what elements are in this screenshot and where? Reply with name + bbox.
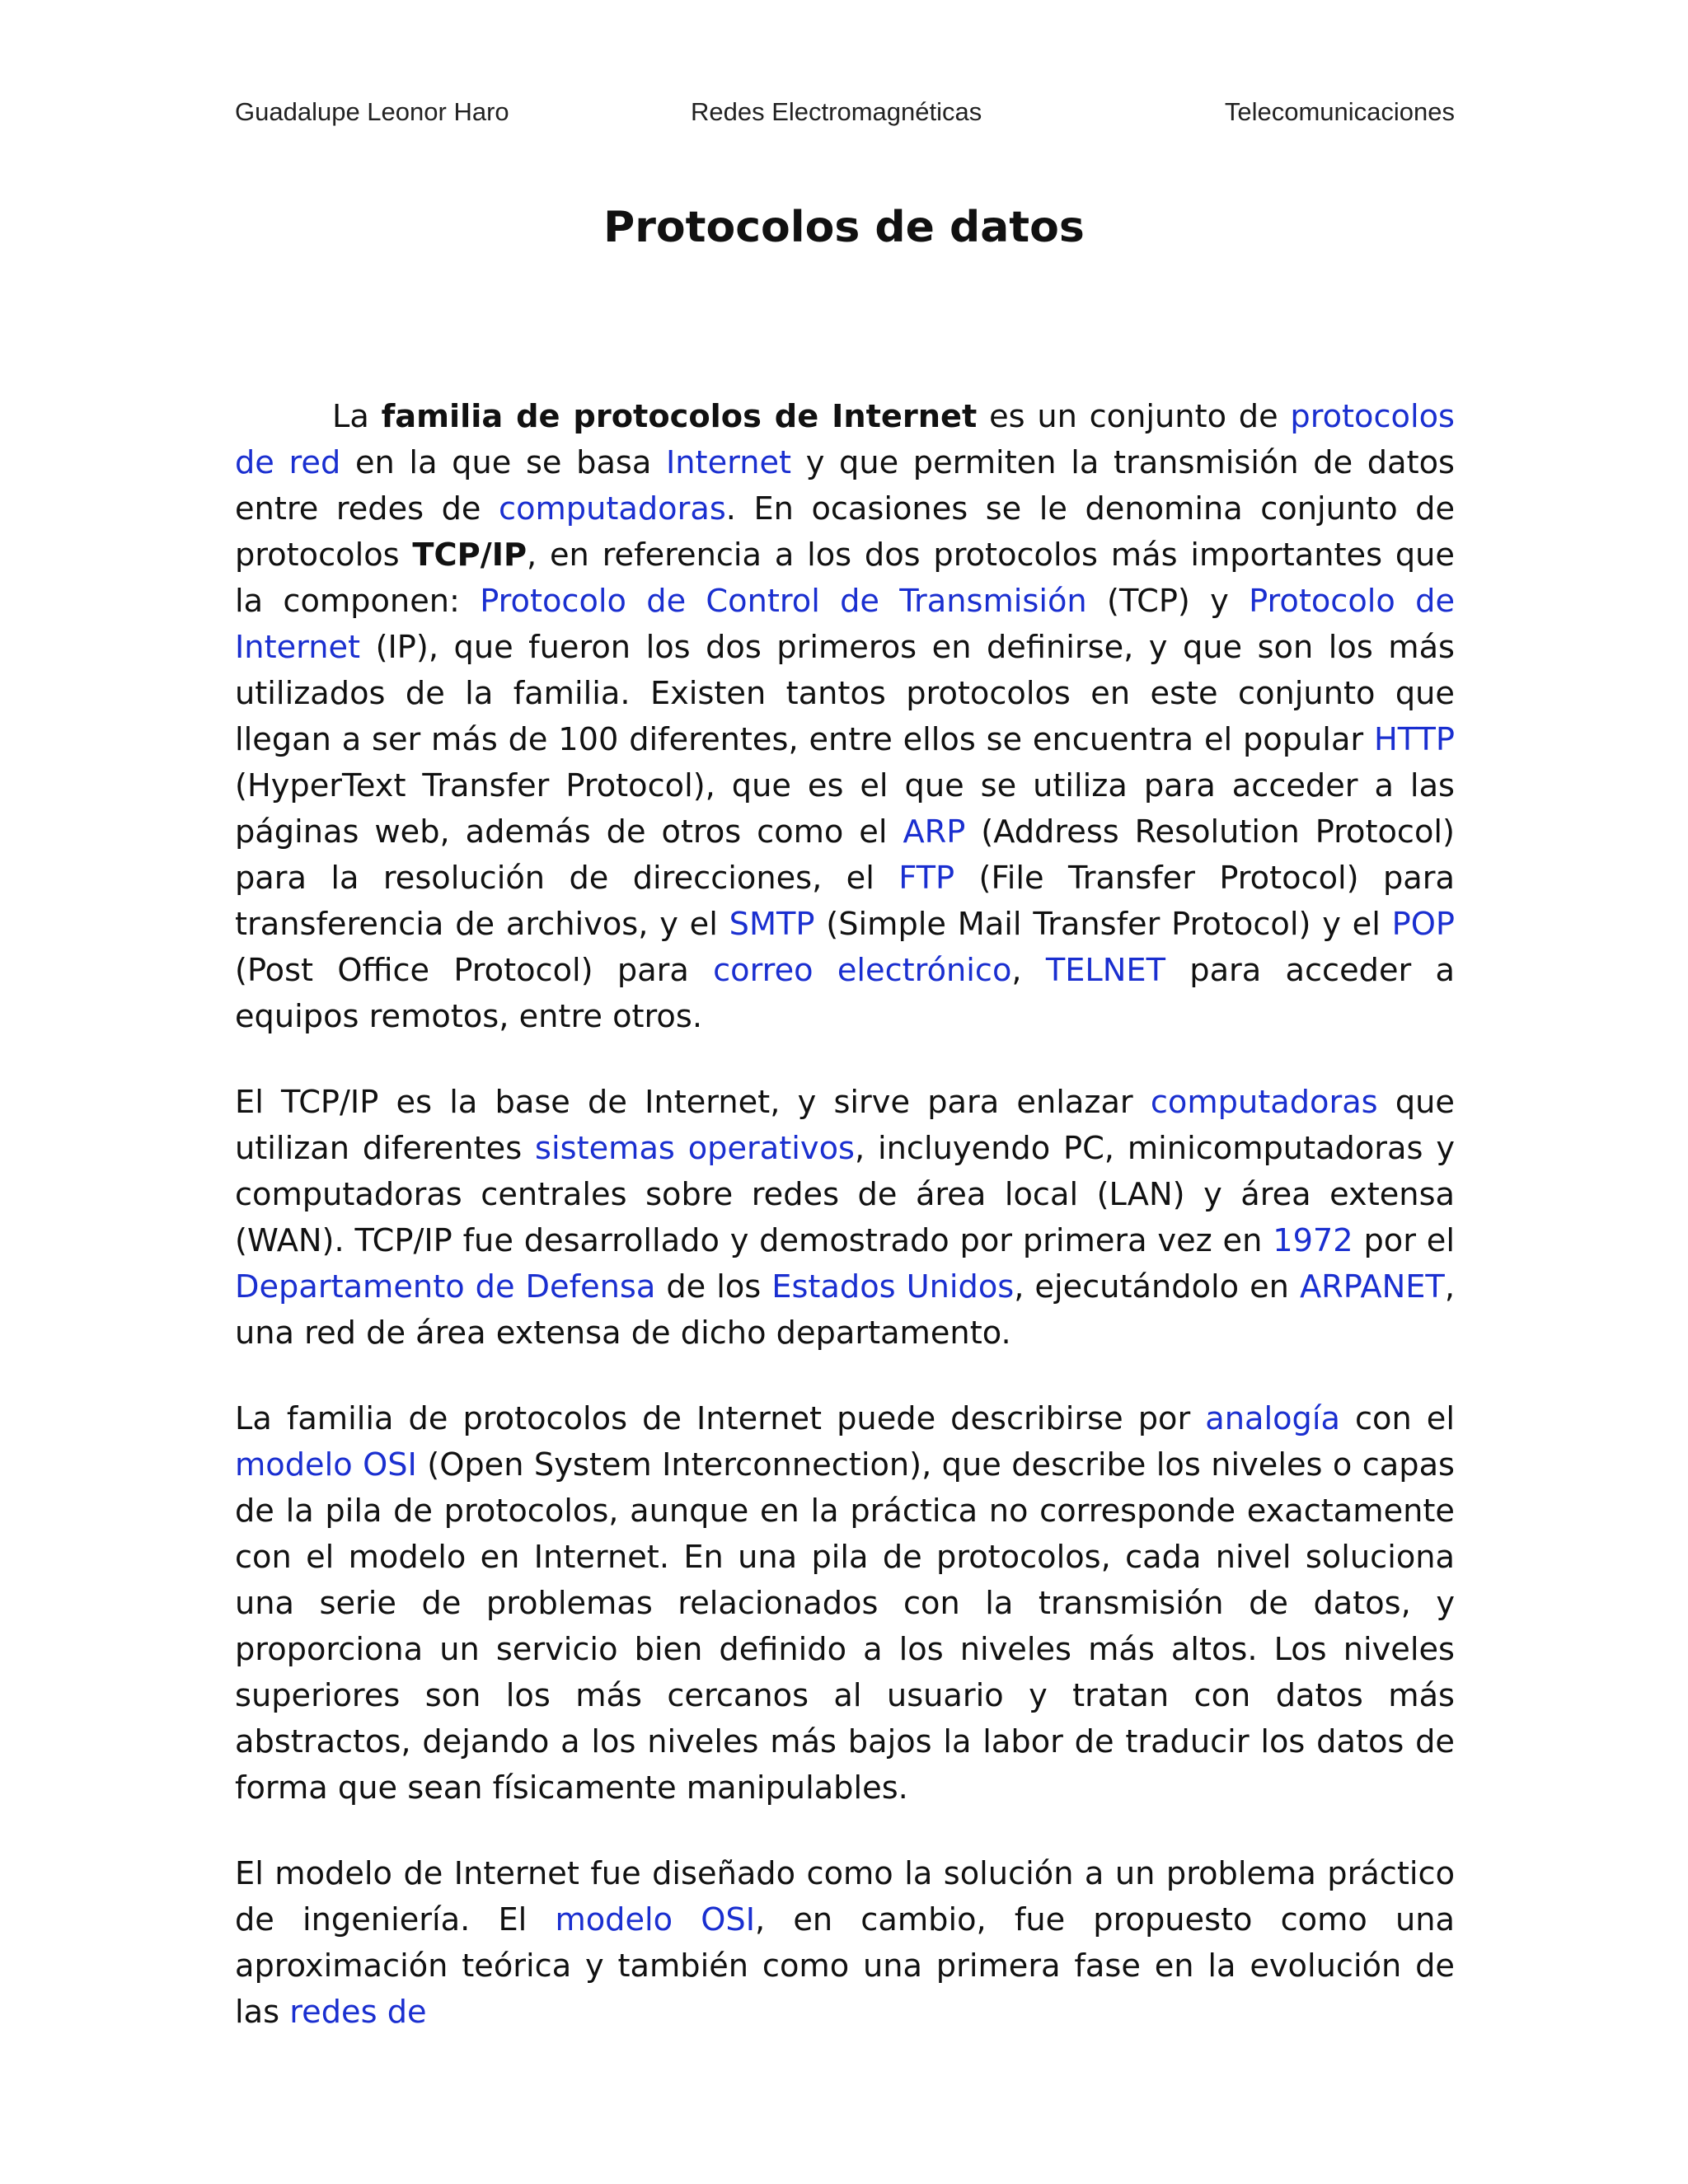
hyperlink[interactable]: ARP — [903, 813, 966, 851]
text-run: (File Transfer Protocol) para transferencia de archivos, y el — [235, 860, 1455, 943]
text-run: , en referencia a los dos protocolos más importantes que la componen: — [235, 537, 1455, 620]
hyperlink[interactable]: computadoras — [1150, 1084, 1378, 1121]
text-run: y que permiten la transmisión de datos entre redes de — [235, 444, 1455, 527]
header-author: Guadalupe Leonor Haro — [235, 97, 509, 126]
bold-text: familia de protocolos de Internet — [381, 398, 978, 435]
text-run: (Post Office Protocol) para — [235, 952, 714, 989]
hyperlink[interactable]: Protocolo de Control de Transmisión — [480, 583, 1087, 620]
hyperlink[interactable]: Departamento de Defensa — [235, 1268, 656, 1305]
paragraph-3 — [235, 1396, 1455, 1811]
hyperlink[interactable]: TELNET — [1045, 952, 1166, 989]
hyperlink[interactable]: modelo OSI — [235, 1446, 417, 1483]
text-run: . En ocasiones se le denomina conjunto de protocolos — [235, 490, 1456, 574]
hyperlink[interactable]: ARPANET — [1299, 1268, 1445, 1305]
header-course: Redes Electromagnéticas — [691, 97, 982, 126]
paragraph-4 — [235, 1851, 1455, 2036]
text-run: , en cambio, fue propuesto como una aproximación teórica y también como una primera fase en la evolución de las — [235, 1901, 1456, 2031]
paragraph-2 — [235, 1080, 1455, 1357]
text-run: (HyperText Transfer Protocol), que es el que se utiliza para acceder a las páginas web, además de otros como el — [235, 767, 1455, 851]
text-run: (TCP) y — [1086, 583, 1250, 620]
text-run: con el — [1339, 1400, 1455, 1437]
text-run: , — [1011, 952, 1046, 989]
hyperlink[interactable]: Estados Unidos — [771, 1268, 1015, 1305]
text-run: El TCP/IP es la base de Internet, y sirve para enlazar — [235, 1084, 1151, 1121]
hyperlink[interactable]: sistemas operativos — [535, 1130, 855, 1167]
text-run: (Address Resolution Protocol) para la resolución de direcciones, el — [235, 813, 1455, 897]
hyperlink[interactable]: correo electrónico — [713, 952, 1012, 989]
text-run: , una red de área extensa de dicho departamento. — [235, 1268, 1456, 1352]
text-run: en la que se basa — [340, 444, 666, 481]
text-run: de los — [655, 1268, 772, 1305]
hyperlink[interactable]: Protocolo de Internet — [235, 583, 1456, 666]
hyperlink[interactable]: Internet — [665, 444, 792, 481]
hyperlink[interactable]: SMTP — [729, 906, 815, 943]
text-run: , incluyendo PC, minicomputadoras y computadoras centrales sobre redes de área local (LAN) y área extensa (WAN). TCP/IP fue desarrollado y demostrado por primera vez en — [235, 1130, 1455, 1259]
text-run: es un conjunto de — [977, 398, 1291, 435]
text-run: (Simple Mail Transfer Protocol) y el — [814, 906, 1392, 943]
header-subject: Telecomunicaciones — [1224, 97, 1455, 126]
paragraph-1 — [235, 394, 1455, 1040]
hyperlink[interactable]: 1972 — [1273, 1222, 1353, 1259]
hyperlink[interactable]: analogía — [1205, 1400, 1340, 1437]
text-run: La familia de protocolos de Internet puede describirse por — [235, 1400, 1206, 1437]
text-run: (Open System Interconnection), que describe los niveles o capas de la pila de protocolos, aunque en la práctica no corresponde exactamente con el modelo en Internet. En una pila de protocolos, cada nivel soluciona una serie de problemas relacionados con la transmisión de datos, y proporciona un servicio bien definido a los niveles más altos. Los niveles superiores son los más cercanos al usuario y tratan con datos más abstractos, dejando a los niveles más bajos la labor de traducir los datos de forma que sean físicamente manipulables. — [235, 1446, 1455, 1807]
page-header — [235, 97, 1455, 138]
bold-text: TCP/IP — [412, 537, 528, 574]
text-run: por el — [1353, 1222, 1455, 1259]
hyperlink[interactable]: FTP — [898, 860, 955, 897]
hyperlink[interactable]: modelo OSI — [555, 1901, 756, 1938]
hyperlink[interactable]: HTTP — [1373, 721, 1455, 758]
document-title: Protocolos de datos — [603, 203, 1085, 252]
text-run: (IP), que fueron los dos primeros en definirse, y que son los más utilizados de la familia. Existen tantos protocolos en este conjunto que llegan a ser más de 100 diferentes, entre ellos se encuentra el popular — [235, 629, 1455, 758]
hyperlink[interactable]: protocolos de red — [235, 398, 1455, 481]
document-body — [235, 394, 1455, 2075]
hyperlink[interactable]: redes de — [289, 1994, 427, 2031]
text-run: La — [332, 398, 382, 435]
text-run: , ejecutándolo en — [1014, 1268, 1300, 1305]
hyperlink[interactable]: POP — [1391, 906, 1455, 943]
text-run: para acceder a equipos remotos, entre otros. — [235, 952, 1455, 1035]
text-run: que utilizan diferentes — [235, 1084, 1455, 1167]
hyperlink[interactable]: computadoras — [499, 490, 726, 527]
text-run: El modelo de Internet fue diseñado como la solución a un problema práctico de ingeniería. El — [235, 1855, 1455, 1938]
